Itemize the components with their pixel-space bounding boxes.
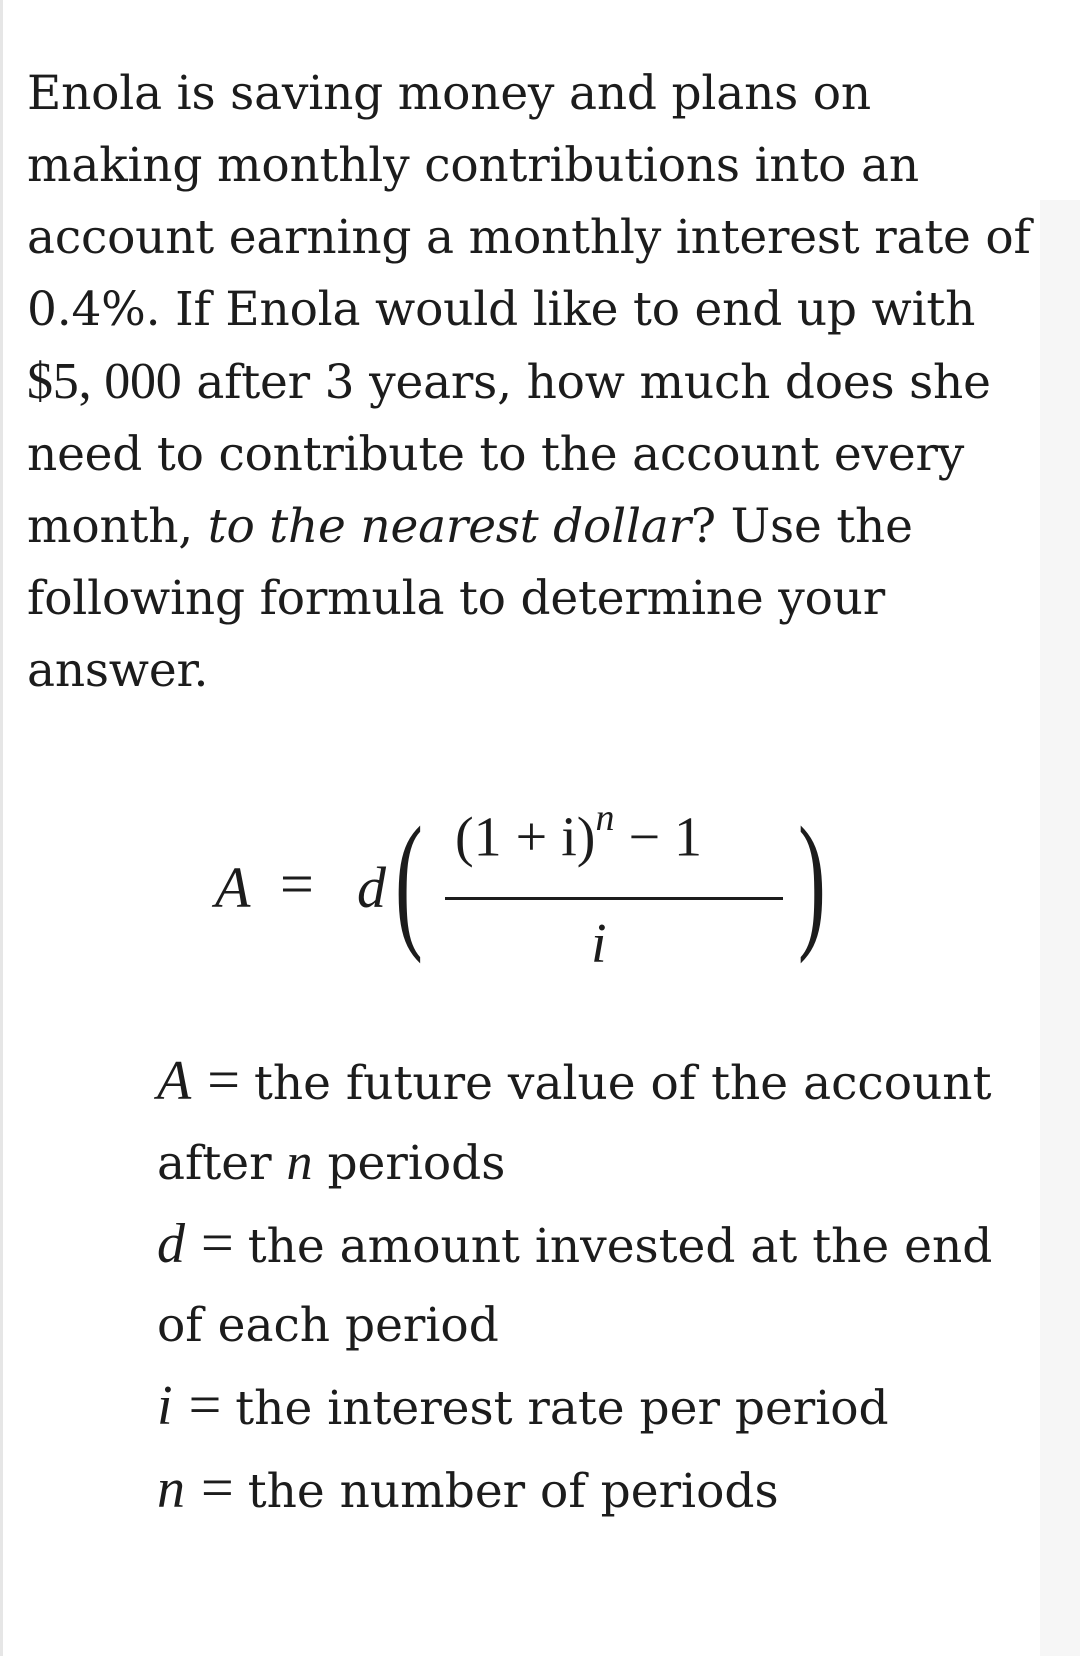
definition-equals: = bbox=[188, 1372, 222, 1437]
annuity-formula bbox=[215, 796, 855, 990]
formula-denominator: i bbox=[591, 913, 607, 975]
definition-A bbox=[157, 1040, 1037, 1203]
definition-text: the interest rate per period bbox=[235, 1381, 889, 1436]
definition-text: the number of periods bbox=[247, 1464, 779, 1519]
definition-text: the future value of the account after bbox=[157, 1056, 992, 1191]
definition-var: A bbox=[157, 1050, 192, 1112]
definition-i bbox=[157, 1365, 1037, 1448]
formula-numerator bbox=[455, 797, 703, 870]
question-part-3: ? Use the following formula to determine your answer. bbox=[27, 499, 913, 698]
definition-var: d bbox=[157, 1213, 185, 1275]
formula-factor: d bbox=[357, 855, 386, 920]
fraction-bar bbox=[445, 897, 783, 900]
variable-definitions bbox=[157, 1040, 1037, 1531]
formula-equals: = bbox=[280, 851, 314, 917]
definition-inline-var: n bbox=[286, 1134, 313, 1191]
question-part-2: after 3 years, how much does she need to contribute to the account every month, bbox=[27, 355, 991, 554]
definition-equals: = bbox=[201, 1210, 234, 1275]
definition-equals: = bbox=[201, 1455, 234, 1520]
definition-var: n bbox=[157, 1458, 185, 1520]
rounding-instruction: to the nearest dollar bbox=[207, 499, 691, 554]
numerator-tail: − 1 bbox=[614, 806, 703, 869]
definition-var: i bbox=[157, 1375, 173, 1437]
question-part-1: Enola is saving money and plans on making monthly contributions into an account earning a monthly interest rate of 0.4%. If Enola would like to end up with bbox=[27, 66, 1031, 337]
definition-d bbox=[157, 1203, 1037, 1365]
question-text bbox=[27, 58, 1047, 707]
definition-n bbox=[157, 1448, 1037, 1531]
numerator-exponent: n bbox=[595, 797, 615, 839]
target-amount: $5, 000 bbox=[27, 353, 182, 410]
formula-right-paren: ) bbox=[798, 796, 826, 964]
left-border bbox=[0, 0, 3, 1656]
definition-text: the amount invested at the end of each period bbox=[157, 1219, 993, 1353]
definition-text-tail: periods bbox=[312, 1136, 506, 1191]
formula-left-paren: ( bbox=[395, 796, 423, 964]
numerator-base: (1 + i) bbox=[455, 806, 596, 869]
definition-equals: = bbox=[207, 1047, 240, 1112]
formula-lhs: A bbox=[215, 855, 251, 920]
